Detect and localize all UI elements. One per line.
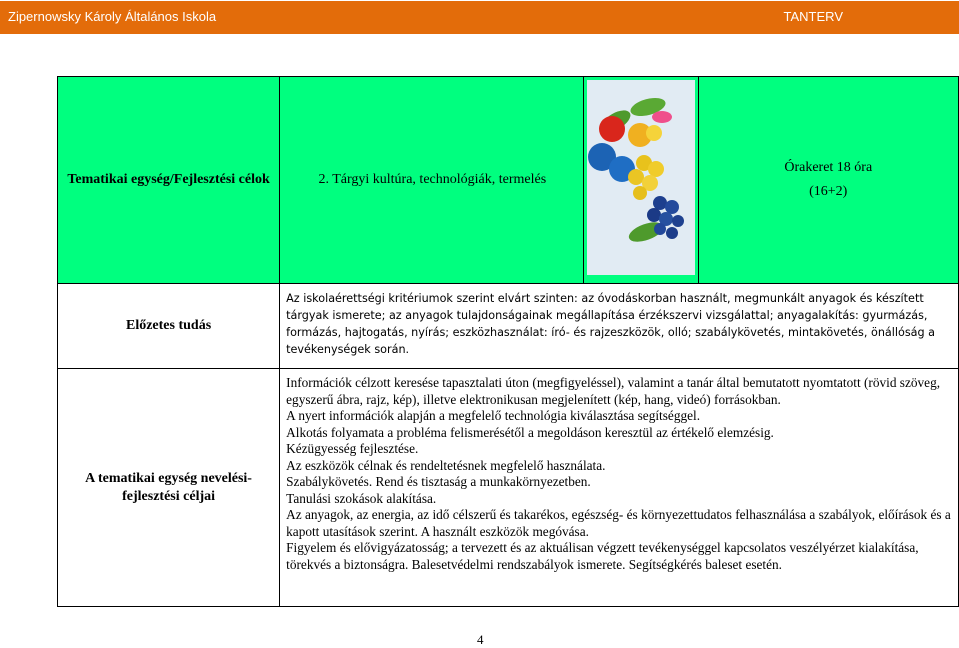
goal-item: Szabálykövetés. Rend és tisztaság a munkakörnyezetben. <box>286 474 591 489</box>
header-row <box>58 77 959 284</box>
goals-text <box>280 369 959 607</box>
goal-item: Kézügyesség fejlesztése. <box>286 441 419 456</box>
goals-label: A tematikai egység nevelési-fejlesztési céljai <box>58 369 280 607</box>
goal-item: Az eszközök célnak és rendeltetésnek megfelelő használata. <box>286 457 606 473</box>
prior-label: Előzetes tudás <box>58 284 280 369</box>
unit-label: Tematikai egység/Fejlesztési célok <box>58 77 280 284</box>
goal-item: Tanulási szokások alakítása. <box>286 490 437 506</box>
prior-knowledge-row <box>58 284 959 369</box>
school-name: Zipernowsky Károly Általános Iskola <box>8 9 217 24</box>
document-type: TANTERV <box>783 9 843 24</box>
hours-cell <box>698 77 959 284</box>
goal-item: A nyert információk alapján a megfelelő technológia kiválasztása segítséggel. <box>286 408 701 423</box>
unit-title: 2. Tárgyi kultúra, technológiák, termelés <box>280 77 583 284</box>
image-cell <box>583 77 698 284</box>
hours-split: (16+2) <box>809 184 848 199</box>
goal-item: Információk célzott keresése tapasztalati úton (megfigyeléssel), valamint a tanár által bemutatott nyomtatott (rövid szöveg, egyszerű ábra, rajz, kép), illetve elektronikusan megjelenített (kép, hang, videó) forrásokban. <box>286 375 941 407</box>
goal-item: Figyelem és elővigyázatosság; a tervezett és az aktuálisan végzett tevékenységgel kapcsolatos veszélyérzet kialakítása, törekvés a biztonságra. Balesetvédelmi rendszabályok ismerete. Segítségkérés baleset esetén. <box>286 540 919 572</box>
curriculum-table <box>57 76 959 607</box>
prior-text: Az iskolaérettségi kritériumok szerint elvárt szinten: az óvodáskorban használt, megmunkált anyagok és készített tárgyak ismerete; az anyagok tulajdonságainak megállapítása érzékszervi vizsgálattal; anyagalakítás: gyurmázás, formázás, hajtogatás, nyírás; eszközhasználat: író- és rajzeszközök, olló; szabálykövetés, mintakövetés, önállóság a tevékenységek során. <box>280 284 959 369</box>
goal-item: Alkotás folyamata a probléma felismerésétől a megoldáson keresztül az értékelő elemzésig. <box>286 424 774 440</box>
page-number: 4 <box>477 632 484 647</box>
plasticine-fruit-image <box>584 77 698 278</box>
page-header-bar <box>0 0 959 34</box>
goal-item: Az anyagok, az energia, az idő célszerű és takarékos, egészség- és környezettudatos felhasználása a szabályok, előírások és a kapott utasítások szerint. A használt eszközök megóvása. <box>286 507 951 539</box>
hours-label: Órakeret 18 óra <box>784 160 873 175</box>
goals-row <box>58 369 959 607</box>
